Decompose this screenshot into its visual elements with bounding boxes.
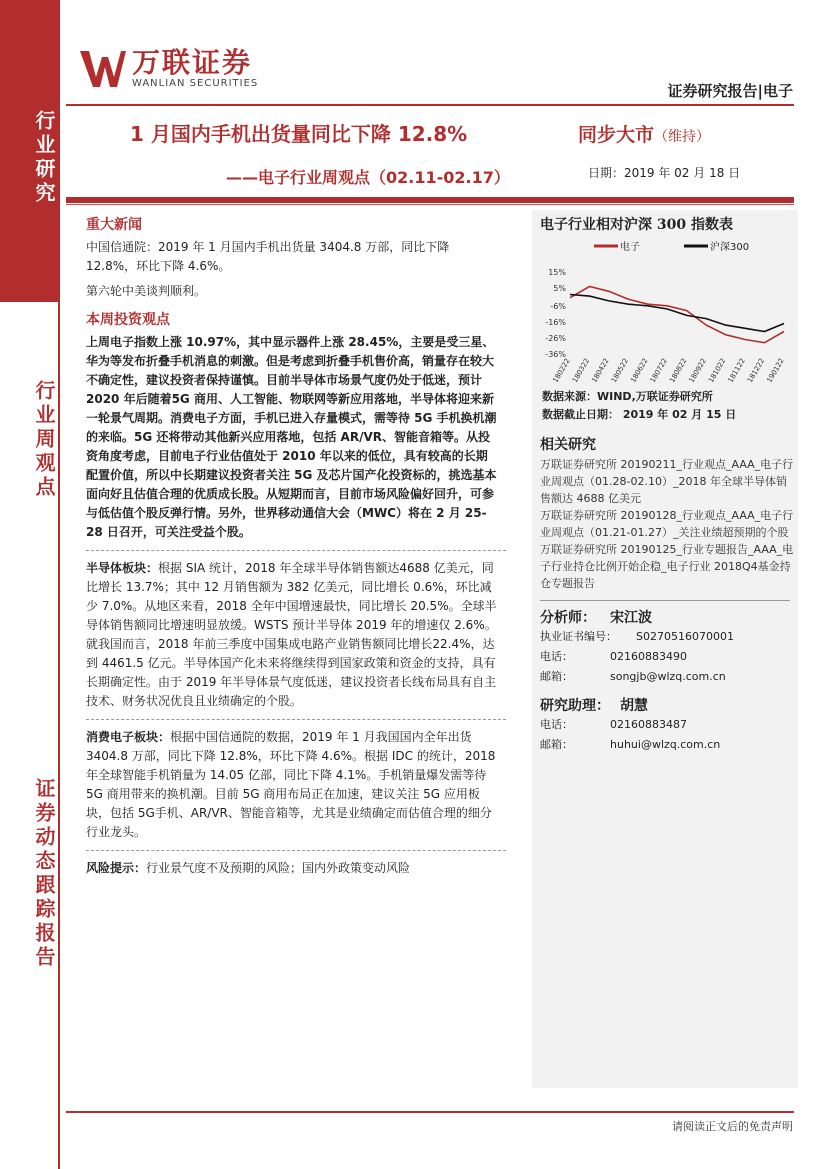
- assistant-email: [540, 735, 798, 755]
- report-date: 日期：2019 年 02 月 18 日: [588, 166, 741, 180]
- disclaimer: 请阅读正文后的免责声明: [672, 1120, 793, 1133]
- side-panel: [532, 210, 798, 1088]
- analyst-label: 分析师：: [540, 610, 596, 626]
- email-label: 邮箱：: [540, 670, 573, 683]
- section-divider: [86, 719, 506, 720]
- related-item[interactable]: 万联证券研究所 20190125_行业专题报告_AAA_电子行业持仓比例开始企稳_电子行业 2018Q4基金持仓专题报告: [540, 543, 794, 590]
- x-tick-label: 180722: [648, 357, 670, 384]
- main-content: [66, 210, 524, 1088]
- analyst-email: [540, 667, 798, 687]
- series-line: [570, 295, 784, 332]
- section-divider: [86, 850, 506, 851]
- title-divider-thin: [66, 204, 794, 205]
- x-tick-label: 181222: [745, 357, 767, 384]
- x-tick-label: 180422: [590, 357, 611, 384]
- relative-index-chart: [534, 234, 794, 384]
- data-cutoff: 数据截止日期： 2019 年 02 月 15 日: [542, 408, 737, 421]
- view-heading: 本周投资观点: [86, 312, 170, 328]
- phone-value: 02160883490: [610, 650, 687, 663]
- phone-label: 电话：: [540, 650, 573, 663]
- panel-divider: [540, 600, 790, 601]
- series-line: [570, 287, 784, 343]
- risk-paragraph: [86, 859, 498, 878]
- rating: [578, 120, 710, 147]
- title-divider: [66, 197, 794, 203]
- consumer-paragraph: [86, 728, 498, 842]
- semiconductor-label: 半导体板块：: [86, 561, 159, 575]
- company-logo: [80, 48, 258, 89]
- chart-title: 电子行业相对沪深 300 指数表: [540, 217, 733, 233]
- header-divider: [66, 104, 794, 106]
- x-tick-label: 181122: [726, 357, 747, 384]
- report-subtitle: ——电子行业周观点（02.11-02.17）: [226, 168, 510, 187]
- cert-label: 执业证书编号：: [540, 630, 617, 643]
- x-tick-label: 180822: [668, 357, 689, 384]
- risk-label: 风险提示：: [86, 861, 147, 875]
- analyst-phone: [540, 647, 798, 667]
- y-tick-label: -26%: [545, 333, 566, 343]
- analyst-cert: [540, 627, 798, 647]
- phone-label: 电话：: [540, 718, 573, 731]
- assistant-row: [540, 695, 798, 715]
- consumer-text: 根据中国信通院的数据，2019 年 1 月我国国内全年出货 3404.8 万部，同比下降 12.8%，环比下降 4.6%。根据 IDC 的统计，2018 年全球智能手机销量为 14.05 亿部，同比下降 4.1%。手机销量爆发需等待 5G 商用带来的换机潮。目前 5G 商用布局正在加速，建议关注 5G 应用板块，包括 5G手机、AR/VR、智能音箱等，尤其是业绩确定而估值合理的细分行业龙头。: [86, 730, 496, 839]
- semiconductor-text: 根据 SIA 统计，2018 年全球半导体销售额达4688 亿美元，同比增长 13.7%；其中 12 月销售额为 382 亿美元，同比增长 0.6%，环比减少 7.0%。从地区来看，2018 全年中国增速最快，同比增长 20.5%。全球半导体销售额同比增速明显放缓。WSTS 预计半导体 2019 年的增速仅 2.6%。就我国而言，2018 年前三季度中国集成电路产业销售额同比增长22.4%，达到 4461.5 亿元。半导体国产化未来将继续得到国家政策和资金的支持，具有长期确定性。由于 2019 年半导体景气度低迷，建议投资者长线布局具有自主技术、财务状况优良且业绩确定的个股。: [86, 561, 497, 708]
- sidebar-category-report-type: 证券动态跟踪报告: [0, 564, 59, 1169]
- assistant-label: 研究助理：: [540, 698, 610, 714]
- analyst-name: 宋江波: [610, 610, 652, 626]
- x-tick-label: 180622: [629, 357, 650, 384]
- logo-text-cn: 万联证券: [132, 46, 253, 79]
- related-item[interactable]: 万联证券研究所 20190128_行业观点_AAA_电子行业周观点（01.21-01.27）_关注业绩超预期的个股: [540, 509, 794, 539]
- x-tick-label: 181022: [707, 357, 728, 384]
- sidebar-category-industry-research: 行业研究: [0, 0, 59, 302]
- news-item: 中国信通院：2019 年 1 月国内手机出货量 3404.8 万部，同比下降 12.8%，环比下降 4.6%。: [86, 240, 450, 273]
- x-tick-label: 190122: [765, 357, 786, 384]
- logo-text-en: WANLIAN SECURITIES: [132, 78, 259, 89]
- cert-value: S0270516070001: [636, 630, 734, 643]
- risk-text: 行业景气度不及预期的风险；国内外政策变动风险: [146, 861, 411, 875]
- phone-value: 02160883487: [610, 718, 687, 731]
- section-divider: [86, 550, 506, 551]
- data-source: 数据来源：WIND,万联证券研究所: [542, 390, 713, 403]
- sidebar-category-weekly-view: 行业周观点: [0, 302, 59, 564]
- x-tick-label: 180522: [609, 357, 631, 384]
- email-value[interactable]: huhui@wlzq.com.cn: [610, 738, 721, 751]
- legend-label: 电子: [620, 242, 640, 253]
- report-type: 证券研究报告|电子: [667, 82, 793, 100]
- wanlian-logo-icon: [80, 51, 126, 87]
- related-research-heading: 相关研究: [540, 437, 596, 453]
- email-value[interactable]: songjb@wlzq.com.cn: [610, 670, 726, 683]
- analyst-row: [540, 607, 798, 627]
- x-tick-label: 180922: [687, 357, 708, 384]
- footer-divider: [66, 1111, 794, 1113]
- news-heading: 重大新闻: [86, 217, 142, 233]
- y-tick-label: -6%: [550, 301, 566, 311]
- news-item: 第六轮中美谈判顺利。: [86, 284, 207, 298]
- y-tick-label: -36%: [545, 350, 566, 359]
- related-item[interactable]: 万联证券研究所 20190211_行业观点_AAA_电子行业周观点（01.28-02.10）_2018 年全球半导体销售额达 4688 亿美元: [540, 458, 794, 505]
- y-tick-label: -16%: [545, 317, 566, 327]
- semiconductor-paragraph: [86, 559, 498, 711]
- rating-value: 同步大市: [578, 124, 655, 146]
- assistant-name: 胡慧: [620, 698, 648, 714]
- rating-note: （维持）: [654, 129, 711, 145]
- x-tick-label: 180322: [570, 357, 592, 384]
- x-tick-label: 180222: [551, 357, 572, 384]
- view-paragraph: 上周电子指数上涨 10.97%，其中显示器件上涨 28.45%，主要是受三星、华为等发布折叠手机消息的刺激。但是考虑到折叠手机售价高，销量存在较大不确定性，建议投资者保持谨慎。目前半导体市场景气度仍处于低迷，预计 2020 年后随着5G 商用、人工智能、物联网等新应用落地，半导体将迎来新一轮景气周期。消费电子方面，手机已进入存量模式，需等待 5G 手机换机潮的来临。5G 还将带动其他新兴应用落地，包括 AR/VR、智能音箱等。从投资角度考虑，目前电子行业估值处于 2010 年以来的低位，具有较高的长期配置价值，所以中长期建议投资者关注 5G 及芯片国产化投资标的，挑选基本面向好且估值合理的优质成长股。从短期而言，目前市场风险偏好回升，可参与低估值个股反弹行情。另外，世界移动通信大会（MWC）将在 2 月 25-28 日召开，可关注受益个股。: [86, 335, 497, 539]
- legend-label: 沪深300: [710, 242, 750, 253]
- email-label: 邮箱：: [540, 738, 573, 751]
- y-tick-label: 15%: [548, 268, 566, 277]
- consumer-label: 消费电子板块：: [86, 730, 171, 744]
- sidebar-divider: [58, 0, 60, 1169]
- sidebar: [0, 0, 59, 1169]
- report-title: 1 月国内手机出货量同比下降 12.8%: [130, 122, 468, 146]
- assistant-phone: [540, 715, 798, 735]
- y-tick-label: 5%: [553, 284, 566, 294]
